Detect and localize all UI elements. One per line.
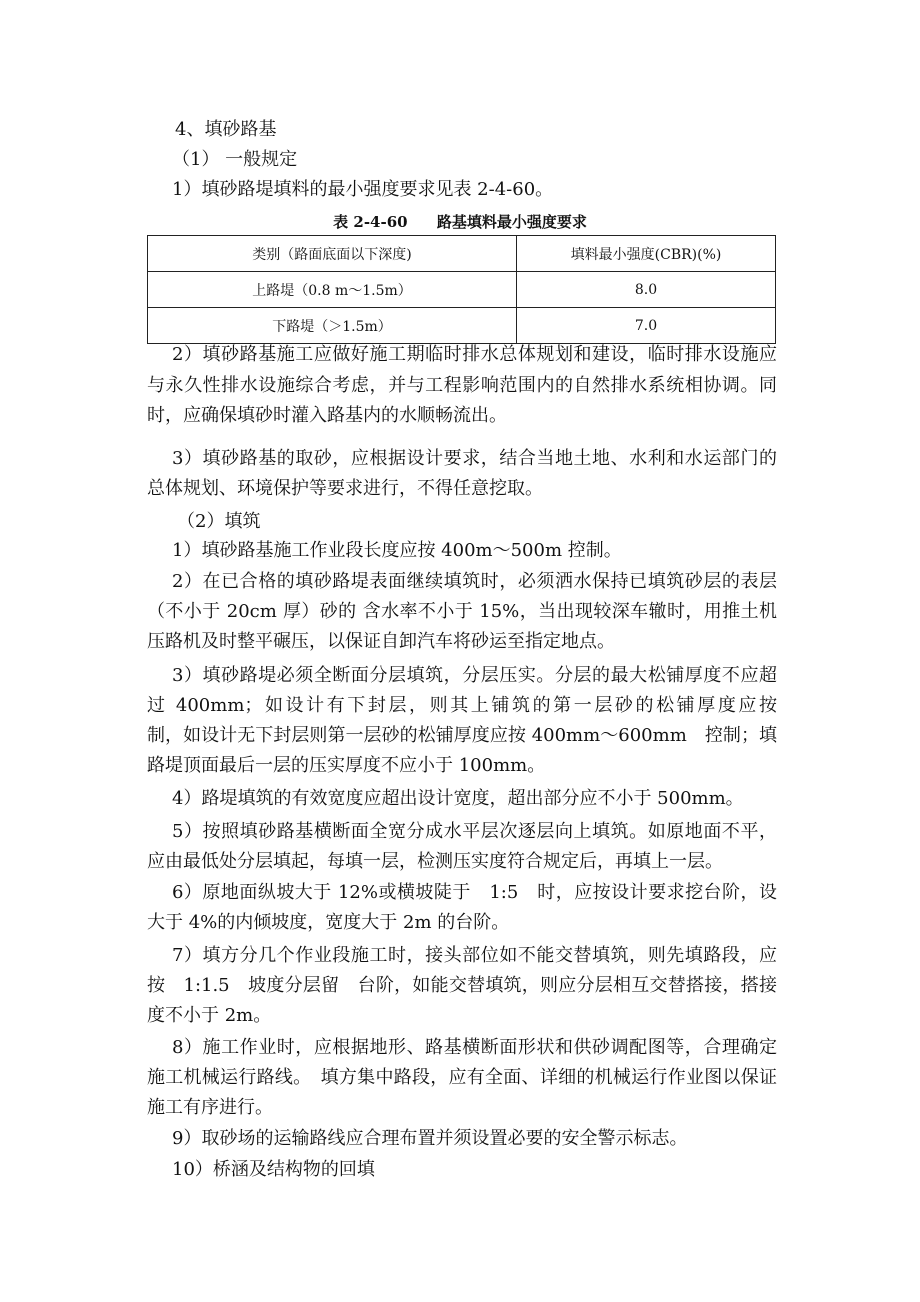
- section-heading: 4、填砂路基: [175, 119, 277, 140]
- paragraph-line: 1）填砂路堤填料的最小强度要求见表 2-4-60。: [172, 179, 554, 200]
- paragraph-line: 8）施工作业时，应根据地形、路基横断面形状和供砂调配图等，合理确定: [172, 1037, 777, 1058]
- paragraph-line: 大于 4%的内倾坡度，宽度大于 2m 的台阶。: [147, 912, 510, 933]
- table-caption: [0, 211, 920, 232]
- paragraph-line: （2）填筑: [177, 511, 261, 532]
- paragraph-line: 6）原地面纵坡大于 12%或横坡陡于 1:5 时，应按设计要求挖台阶，设: [172, 882, 777, 903]
- paragraph-line: 施工有序进行。: [147, 1097, 273, 1118]
- strength-table: [147, 235, 776, 344]
- paragraph-line: 过 400mm；如设计有下封层，则其上铺筑的第一层砂的松铺厚度应按: [147, 695, 777, 716]
- table-header-cell: 填料最小强度(CBR)(%): [517, 236, 776, 272]
- table-cell: 7.0: [517, 308, 776, 344]
- table-number: 表 2-4-60: [333, 213, 408, 231]
- paragraph-line: 10）桥涵及结构物的回填: [172, 1159, 375, 1180]
- paragraph-line: 应由最低处分层填起，每填一层，检测压实度符合规定后，再填上一层。: [147, 851, 723, 872]
- table-title: 路基填料最小强度要求: [436, 213, 587, 231]
- paragraph-line: 3）填砂路基的取砂，应根据设计要求，结合当地土地、水利和水运部门的: [172, 448, 777, 469]
- paragraph-line: （不小于 20cm 厚）砂的 含水率不小于 15%，当出现较深车辙时，用推土机: [147, 601, 777, 622]
- subsection-heading: （1） 一般规定: [172, 149, 298, 170]
- paragraph-line: 施工机械运行路线。 填方集中路段，应有全面、详细的机械运行作业图以保证: [147, 1067, 777, 1088]
- table-row: [148, 308, 776, 344]
- paragraph-line: 时，应确保填砂时灌入路基内的水顺畅流出。: [147, 405, 507, 426]
- paragraph-line: 压路机及时整平碾压，以保证自卸汽车将砂运至指定地点。: [147, 631, 615, 652]
- paragraph-line: 制，如设计无下封层则第一层砂的松铺厚度应按 400mm～600mm 控制；填: [147, 725, 777, 746]
- paragraph-line: 按 1:1.5 坡度分层留 台阶，如能交替填筑，则应分层相互交替搭接，搭接: [147, 975, 777, 996]
- paragraph-line: 2）填砂路基施工应做好施工期临时排水总体规划和建设，临时排水设施应: [172, 344, 777, 365]
- paragraph-line: 总体规划、环境保护等要求进行，不得任意挖取。: [147, 478, 543, 499]
- table-cell: 上路堤（0.8 m～1.5m）: [148, 272, 517, 308]
- table-header-row: [148, 236, 776, 272]
- paragraph-line: 1）填砂路基施工作业段长度应按 400m～500m 控制。: [172, 540, 622, 561]
- table-cell: 下路堤（＞1.5m）: [148, 308, 517, 344]
- paragraph-line: 4）路堤填筑的有效宽度应超出设计宽度，超出部分应不小于 500mm。: [172, 788, 744, 809]
- paragraph-line: 5）按照填砂路基横断面全宽分成水平层次逐层向上填筑。如原地面不平，: [172, 821, 777, 842]
- table-row: [148, 272, 776, 308]
- paragraph-line: 度不小于 2m。: [147, 1005, 272, 1026]
- paragraph-line: 与永久性排水设施综合考虑，并与工程影响范围内的自然排水系统相协调。同: [147, 375, 777, 396]
- table-cell: 8.0: [517, 272, 776, 308]
- paragraph-line: 3）填砂路堤必须全断面分层填筑，分层压实。分层的最大松铺厚度不应超: [172, 665, 777, 686]
- table-header-cell: 类别（路面底面以下深度): [148, 236, 517, 272]
- paragraph-line: 路堤顶面最后一层的压实厚度不应小于 100mm。: [147, 755, 546, 776]
- paragraph-line: 9）取砂场的运输路线应合理布置并须设置必要的安全警示标志。: [172, 1128, 688, 1149]
- paragraph-line: 7）填方分几个作业段施工时，接头部位如不能交替填筑，则先填路段，应: [172, 945, 777, 966]
- paragraph-line: 2）在已合格的填砂路堤表面继续填筑时，必须洒水保持已填筑砂层的表层: [172, 571, 777, 592]
